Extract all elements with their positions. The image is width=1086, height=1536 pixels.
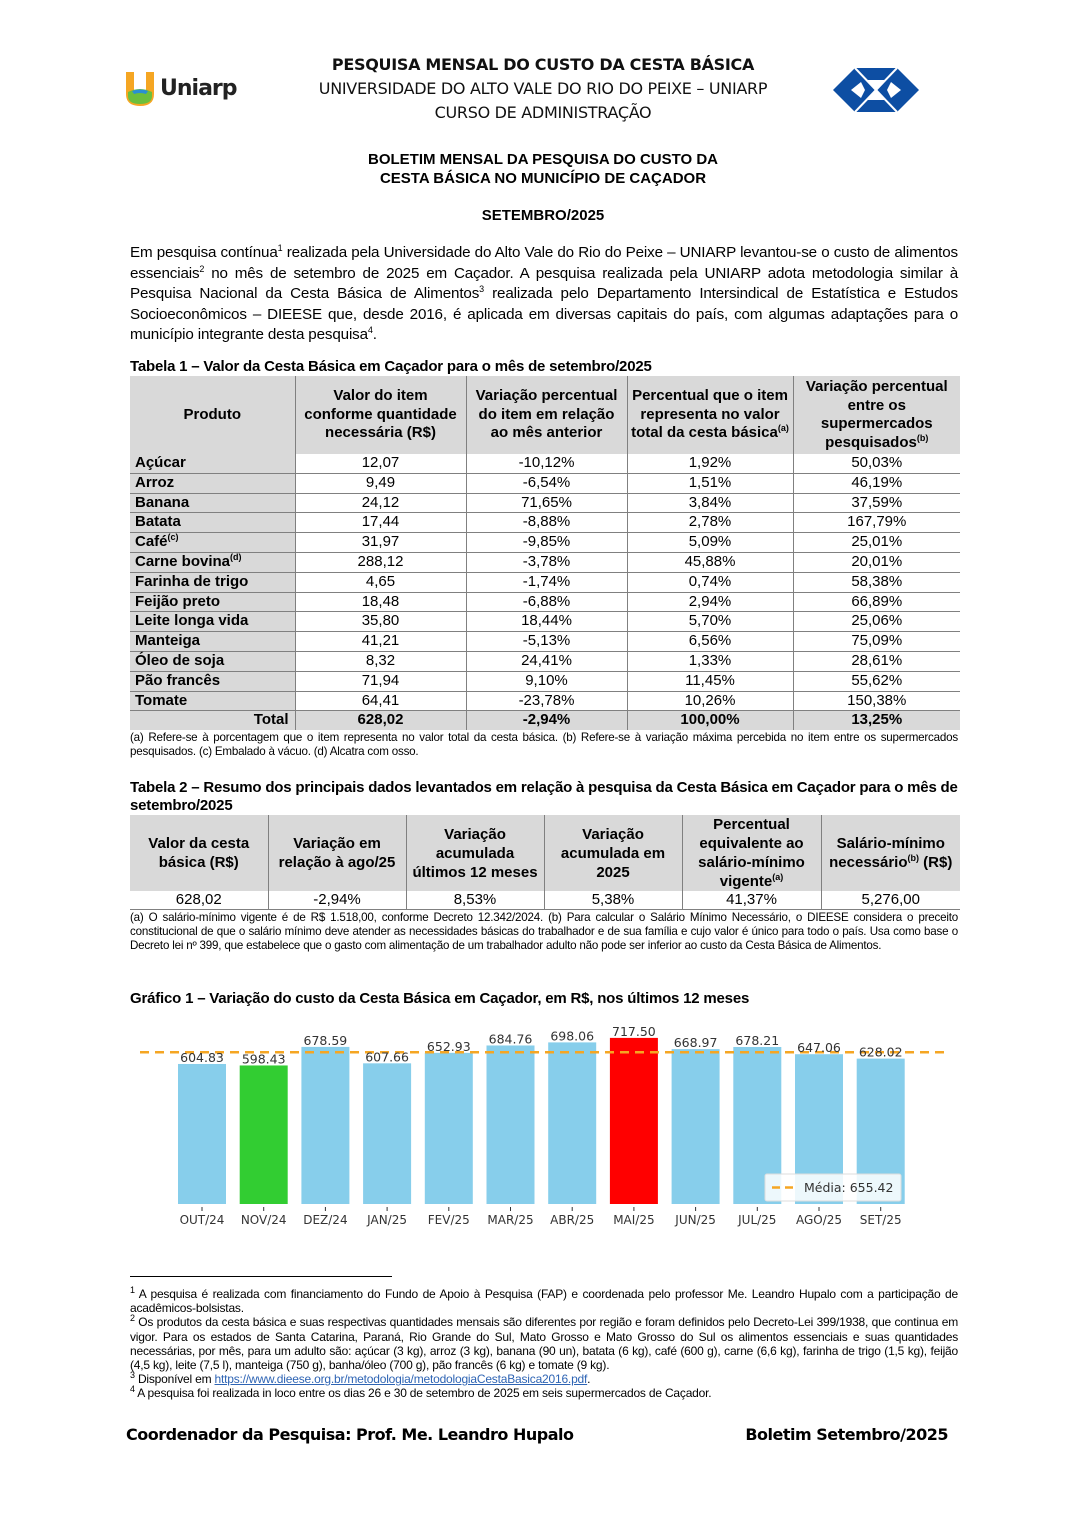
footnote-text: Disponível em xyxy=(134,1372,215,1387)
bar-jun-25 xyxy=(672,1049,720,1204)
cell-var-super: 167,79% xyxy=(793,513,960,533)
table1-header-cell xyxy=(130,376,295,454)
footnote-2 xyxy=(130,1315,958,1372)
bar-value-label: 678.21 xyxy=(735,1032,780,1048)
footnote-text: A pesquisa foi realizada in loco entre os dias 26 e 30 de setembro de 2025 em seis supermercados de Caçador. xyxy=(134,1386,712,1401)
footnote-ref-2[interactable]: 2 xyxy=(199,263,205,274)
header-text: Produto xyxy=(183,405,241,423)
table1-total-row xyxy=(130,711,960,730)
product-name-cell xyxy=(130,612,295,632)
product-name-cell xyxy=(130,632,295,652)
table2-header-cell xyxy=(268,815,406,891)
intro-text: . xyxy=(372,326,377,343)
product-name: Leite longa vida xyxy=(135,612,249,630)
cell-var-super: 46,19% xyxy=(793,473,960,493)
cell-valor: 41,21 xyxy=(295,632,466,652)
product-name-cell xyxy=(130,691,295,711)
product-name: Pão francês xyxy=(135,671,221,689)
table1-row xyxy=(130,612,960,632)
footnote-text: A pesquisa é realizada com financiamento do Fundo de Apoio à Pesquisa (FAP) e coordenada pelo professor Me. Leandro Hupalo com a participação de acadêmicos-bolsistas. xyxy=(130,1287,958,1316)
table2-value-cell: 5,38% xyxy=(544,891,682,910)
bar-abr-25 xyxy=(548,1042,596,1204)
bar-out-24 xyxy=(178,1064,226,1204)
dieese-methodology-link[interactable]: https://www.dieese.org.br/metodologia/metodologiaCestaBasica2016.pdf xyxy=(214,1372,588,1387)
header-text: Valor da cesta básica (R$) xyxy=(148,835,250,871)
x-tick-label: SET/25 xyxy=(859,1213,902,1227)
cell-valor: 31,97 xyxy=(295,533,466,553)
cell-valor: 64,41 xyxy=(295,691,466,711)
x-tick-label: JUN/25 xyxy=(675,1213,716,1227)
total-var-super: 13,25% xyxy=(793,711,960,730)
header-text: Variação percentual entre os supermercados pesquisados xyxy=(805,378,948,451)
header-note-ref: (a) xyxy=(772,872,784,882)
cell-percentual: 6,56% xyxy=(627,632,793,652)
bulletin-month: SETEMBRO/2025 xyxy=(481,207,605,224)
bar-value-label: 607.66 xyxy=(365,1049,409,1065)
product-name: Farinha de trigo xyxy=(135,572,249,590)
footnote-ref-4[interactable]: 4 xyxy=(367,324,373,335)
table1-row xyxy=(130,454,960,473)
cell-valor: 24,12 xyxy=(295,493,466,513)
header-note-ref: (b) xyxy=(916,432,929,443)
total-label: Total xyxy=(130,711,295,730)
intro-text: realizada pelo Departamento Intersindical de Estatística e Estudos Socioeconômicos – DIEESE que, desde 2016, é aplicada em diversas capitais do país, com algumas adaptações para o município integrante desta pesquisa xyxy=(130,285,958,343)
table2-value-cell: 628,02 xyxy=(130,891,268,910)
header-line-1: PESQUISA MENSAL DO CUSTO DA CESTA BÁSICA xyxy=(331,55,755,74)
product-name: Óleo de soja xyxy=(135,651,225,669)
bar-value-label: 647.06 xyxy=(797,1040,841,1056)
cell-percentual: 5,70% xyxy=(627,612,793,632)
uniarp-logo-text: Uniarp xyxy=(160,76,237,101)
total-variacao: -2,94% xyxy=(466,711,627,730)
table2-header-cell xyxy=(130,815,268,891)
table2-note: (a) O salário-mínimo vigente é de R$ 1.518,00, conforme Decreto 12.342/2024. (b) Para calcular o Salário Mínimo Necessário, o DIEESE considera o preceito constitucional de que o salário mínimo deve atender as necessidades básicas do trabalhador e de sua família e cujo valor é único para todo o país. Usa como base o Decreto lei nº 399, que estabelece que o gasto com alimentação de um trabalhador adulto não pode ser inferior ao custo da Cesta Básica de Alimentos. xyxy=(130,911,958,952)
cell-variacao: -23,78% xyxy=(466,691,627,711)
x-tick-label: MAI/25 xyxy=(613,1213,655,1227)
cell-var-super: 150,38% xyxy=(793,691,960,711)
cell-valor: 17,44 xyxy=(295,513,466,533)
footer-coordinator: Coordenador da Pesquisa: Prof. Me. Leandro Hupalo xyxy=(126,1425,574,1444)
cell-variacao: 18,44% xyxy=(466,612,627,632)
table2-header-cell xyxy=(544,815,682,891)
cell-percentual: 2,78% xyxy=(627,513,793,533)
table1-row xyxy=(130,552,960,572)
cell-variacao: -6,88% xyxy=(466,592,627,612)
bar-mai-25 xyxy=(610,1038,658,1204)
bar-value-label: 678.59 xyxy=(303,1032,348,1048)
product-note-ref: (d) xyxy=(230,551,242,562)
cell-variacao: -10,12% xyxy=(466,454,627,473)
cell-valor: 35,80 xyxy=(295,612,466,632)
footnote-3 xyxy=(130,1372,958,1386)
x-tick-label: JUL/25 xyxy=(738,1213,777,1227)
intro-text: realizada pela Universidade do Alto Vale do Rio do Peixe – UNIARP levantou-se o custo de alimentos essenciais xyxy=(130,244,958,282)
bar-fev-25 xyxy=(425,1053,473,1204)
table1-header-cell xyxy=(466,376,627,454)
bar-mar-25 xyxy=(487,1045,535,1204)
bar-value-label: 668.97 xyxy=(673,1035,718,1051)
cell-percentual: 45,88% xyxy=(627,552,793,572)
x-tick-label: ABR/25 xyxy=(550,1213,595,1227)
table2-value-cell: 41,37% xyxy=(682,891,821,910)
product-name: Tomate xyxy=(135,691,188,709)
cell-percentual: 3,84% xyxy=(627,493,793,513)
cell-var-super: 25,01% xyxy=(793,533,960,553)
product-name: Banana xyxy=(135,493,190,511)
table1-header-cell xyxy=(295,376,466,454)
chart-caption: Gráfico 1 – Variação do custo da Cesta Básica em Caçador, em R$, nos últimos 12 meses xyxy=(130,990,750,1007)
product-note-ref: (c) xyxy=(167,532,179,543)
product-name-cell xyxy=(130,651,295,671)
cell-var-super: 58,38% xyxy=(793,572,960,592)
product-name-cell xyxy=(130,493,295,513)
table2-values-row xyxy=(130,891,960,910)
product-name-cell xyxy=(130,454,295,473)
table1-row xyxy=(130,691,960,711)
table2-value-cell: 8,53% xyxy=(406,891,544,910)
intro-text: no mês de setembro de 2025 em Caçador. A pesquisa realizada pela UNIARP adota metodologia similar à Pesquisa Nacional da Cesta Básica de Alimentos xyxy=(130,264,958,302)
bar-nov-24 xyxy=(240,1065,288,1204)
bar-value-label: 698.06 xyxy=(550,1028,595,1044)
table1-row xyxy=(130,592,960,612)
product-name: Café xyxy=(135,533,168,551)
x-tick-label: JAN/25 xyxy=(367,1213,408,1227)
bar-value-label: 684.76 xyxy=(488,1031,533,1047)
bar-value-label: 717.50 xyxy=(612,1023,656,1039)
product-name: Manteiga xyxy=(135,632,201,650)
bar-value-label: 628.02 xyxy=(858,1044,903,1060)
cell-valor: 8,32 xyxy=(295,651,466,671)
table2-header-cell xyxy=(406,815,544,891)
legend-label: Média: 655.42 xyxy=(804,1180,894,1195)
product-name-cell xyxy=(130,552,295,572)
cell-variacao: -6,54% xyxy=(466,473,627,493)
footnote-divider xyxy=(130,1276,392,1277)
cell-var-super: 66,89% xyxy=(793,592,960,612)
bar-jan-25 xyxy=(363,1063,411,1204)
footnote-number: 4 xyxy=(130,1384,135,1395)
table2-value-cell: -2,94% xyxy=(268,891,406,910)
cell-variacao: -3,78% xyxy=(466,552,627,572)
product-name-cell xyxy=(130,592,295,612)
product-name-cell xyxy=(130,671,295,691)
header-text: Percentual equivalente ao salário-mínimo vigente xyxy=(698,816,805,890)
product-name: Feijão preto xyxy=(135,592,221,610)
cell-variacao: 24,41% xyxy=(466,651,627,671)
header-text: Percentual que o item representa no valor total da cesta básica xyxy=(631,387,788,442)
cell-variacao: -8,88% xyxy=(466,513,627,533)
cell-valor: 12,07 xyxy=(295,454,466,473)
bar-chart xyxy=(140,1015,960,1240)
table1-header-cell xyxy=(627,376,793,454)
table1-row xyxy=(130,632,960,652)
cell-percentual: 1,51% xyxy=(627,473,793,493)
cell-percentual: 11,45% xyxy=(627,671,793,691)
table1 xyxy=(130,376,960,730)
table2 xyxy=(130,815,960,910)
header-text: Variação acumulada últimos 12 meses xyxy=(412,825,538,881)
x-tick-label: MAR/25 xyxy=(487,1213,534,1227)
table1-caption: Tabela 1 – Valor da Cesta Básica em Caçador para o mês de setembro/2025 xyxy=(130,358,652,375)
header-text-suffix: (R$) xyxy=(919,854,953,871)
product-name: Carne bovina xyxy=(135,552,231,570)
table1-row xyxy=(130,493,960,513)
header-line-3: CURSO DE ADMINISTRAÇÃO xyxy=(434,103,652,122)
x-tick-label: AGO/25 xyxy=(795,1213,843,1227)
header-line-2: UNIVERSIDADE DO ALTO VALE DO RIO DO PEIXE – UNIARP xyxy=(318,79,768,98)
cell-valor: 18,48 xyxy=(295,592,466,612)
bar-dez-24 xyxy=(301,1047,349,1204)
footnote-ref-1[interactable]: 1 xyxy=(277,242,283,253)
header-text: Variação percentual do item em relação ao mês anterior xyxy=(475,387,618,442)
cell-variacao: -9,85% xyxy=(466,533,627,553)
table1-note: (a) Refere-se à porcentagem que o item representa no valor total da cesta básica. (b) Refere-se à variação máxima percebida no item entre os supermercados pesquisados. (c) Embalado à vácuo. (d) Alcatra com osso. xyxy=(130,731,958,758)
table2-header-row xyxy=(130,815,960,891)
cell-percentual: 1,33% xyxy=(627,651,793,671)
cell-percentual: 5,09% xyxy=(627,533,793,553)
bulletin-title-line-1: BOLETIM MENSAL DA PESQUISA DO CUSTO DA xyxy=(367,151,719,168)
product-name: Açúcar xyxy=(135,454,186,471)
footnote-text: Os produtos da cesta básica e suas respectivas quantidades mensais são diferentes por região e foram definidos pelo Decreto-Lei 399/1938, que continua em vigor. Para os estados de Santa Catarina, Paraná, Rio Grande do Sul, Mato Grosso e Mato Grosso do Sul os alimentos essenciais e suas quantidades necessárias, por mês, para um adulto são: açúcar (3 kg), arroz (3 kg), banana (90 un), batata (6 kg), café (600 g), carne (6,6 kg), farinha de trigo (1,5 kg), feijão (4,5 kg), leite (7,5 l), manteiga (750 g), banha/óleo (700 g), pão francês (6 kg) e tomate (9 kg). xyxy=(130,1315,958,1373)
header-text: Salário-mínimo necessário xyxy=(829,835,945,871)
bar-value-label: 652.93 xyxy=(426,1038,471,1054)
cell-var-super: 75,09% xyxy=(793,632,960,652)
table1-header-row xyxy=(130,376,960,454)
x-tick-label: FEV/25 xyxy=(427,1213,470,1227)
intro-paragraph xyxy=(130,243,958,346)
cell-variacao: 9,10% xyxy=(466,671,627,691)
x-tick-label: OUT/24 xyxy=(179,1213,225,1227)
product-name: Arroz xyxy=(135,473,175,491)
footnote-number: 1 xyxy=(130,1285,135,1295)
cell-percentual: 2,94% xyxy=(627,592,793,612)
cell-var-super: 37,59% xyxy=(793,493,960,513)
table2-header-cell xyxy=(682,815,821,891)
table1-row xyxy=(130,513,960,533)
x-tick-label: DEZ/24 xyxy=(303,1213,348,1227)
footnote-number: 2 xyxy=(130,1313,135,1324)
table2-value-cell: 5,276,00 xyxy=(821,891,960,910)
bulletin-title-line-2: CESTA BÁSICA NO MUNICÍPIO DE CAÇADOR xyxy=(379,170,707,187)
footnote-1 xyxy=(130,1287,958,1315)
table2-header-cell xyxy=(821,815,960,891)
bar-value-label: 604.83 xyxy=(180,1049,224,1065)
total-valor: 628,02 xyxy=(295,711,466,730)
chart-legend xyxy=(765,1174,901,1201)
product-name-cell xyxy=(130,572,295,592)
table1-row xyxy=(130,572,960,592)
table1-row xyxy=(130,651,960,671)
cell-var-super: 20,01% xyxy=(793,552,960,572)
product-name: Batata xyxy=(135,513,181,531)
cell-valor: 71,94 xyxy=(295,671,466,691)
footnote-text: . xyxy=(587,1372,591,1387)
bar-value-label: 598.43 xyxy=(241,1051,286,1067)
footer-bulletin: Boletim Setembro/2025 xyxy=(745,1425,948,1444)
product-name-cell xyxy=(130,533,295,553)
cell-variacao: -5,13% xyxy=(466,632,627,652)
cell-variacao: 71,65% xyxy=(466,493,627,513)
product-name-cell xyxy=(130,513,295,533)
footnote-number: 3 xyxy=(130,1370,135,1381)
intro-text: Em pesquisa contínua xyxy=(130,244,278,261)
table1-row xyxy=(130,533,960,553)
header-text: Variação em relação à ago/25 xyxy=(278,835,396,871)
cell-var-super: 50,03% xyxy=(793,454,960,473)
cell-variacao: -1,74% xyxy=(466,572,627,592)
cell-var-super: 25,06% xyxy=(793,612,960,632)
cell-var-super: 55,62% xyxy=(793,671,960,691)
footnote-ref-3[interactable]: 3 xyxy=(479,283,485,294)
total-percentual: 100,00% xyxy=(627,711,793,730)
header-text: Valor do item conforme quantidade necessária (R$) xyxy=(304,387,457,442)
footnote-4 xyxy=(130,1386,958,1400)
table1-row xyxy=(130,671,960,691)
product-name-cell xyxy=(130,473,295,493)
cell-percentual: 10,26% xyxy=(627,691,793,711)
cell-percentual: 1,92% xyxy=(627,454,793,473)
x-tick-label: NOV/24 xyxy=(240,1213,287,1227)
footnotes xyxy=(130,1287,958,1401)
header-note-ref: (a) xyxy=(777,423,789,434)
header-note-ref: (b) xyxy=(907,853,920,863)
cell-valor: 288,12 xyxy=(295,552,466,572)
header-text: Variação acumulada em 2025 xyxy=(560,825,666,881)
table2-caption: Tabela 2 – Resumo dos principais dados levantados em relação à pesquisa da Cesta Básica em Caçador para o mês de setembro/2025 xyxy=(130,779,958,814)
cell-percentual: 0,74% xyxy=(627,572,793,592)
cell-valor: 9,49 xyxy=(295,473,466,493)
table1-row xyxy=(130,473,960,493)
table1-header-cell xyxy=(793,376,960,454)
cell-var-super: 28,61% xyxy=(793,651,960,671)
cell-valor: 4,65 xyxy=(295,572,466,592)
